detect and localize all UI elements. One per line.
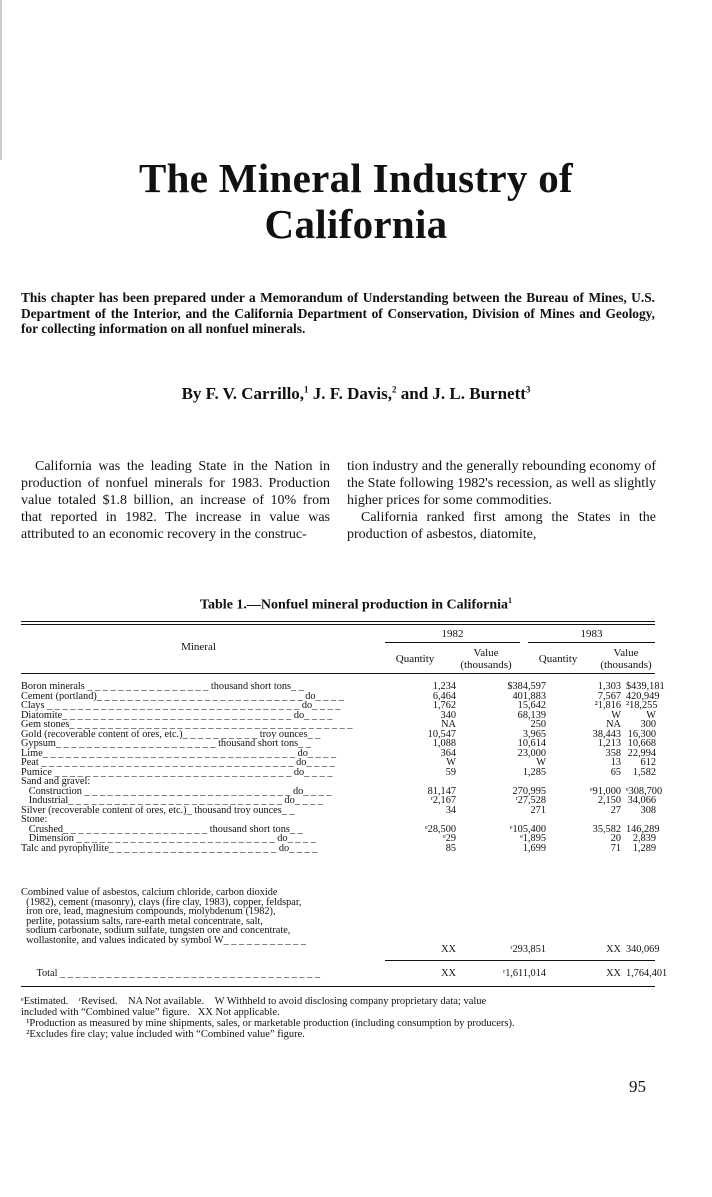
cell-value-1983: 34,066 [627, 795, 656, 806]
cell-value-1983: 22,994 [627, 747, 656, 759]
intro-paragraph: This chapter has been prepared under a Memorandum of Understanding between the Bureau of Mines, U.S. Department of the Interior, and the California Department of Conservation, Division of Mines and Geology, for collecting information on all nonfuel minerals. [21, 290, 655, 336]
cell-value-1983: 1,764,401 [626, 968, 668, 979]
cell-quantity-1983: XX [606, 944, 621, 955]
cell-quantity-1982: W [446, 757, 456, 768]
cell-quantity-1983: 35,582 [592, 823, 621, 835]
cell-value-1983: 2,839 [632, 833, 656, 844]
header-quantity-1983: Quantity [538, 653, 578, 665]
cell-mineral: Industrial_ _ _ _ _ _ _ _ _ _ _ _ _ _ _ _ _ _ _ _ _ _ _ _ _ _ _ _ do_ _ _ _ [21, 796, 324, 806]
header-mineral: Mineral [181, 641, 216, 653]
author-1: By F. V. Carrillo, [181, 384, 305, 403]
cell-mineral: Dimension _ _ _ _ _ _ _ _ _ _ _ _ _ _ _ _ _ _ _ _ _ _ _ _ _ _ do_ _ _ _ [21, 834, 316, 844]
header-value-label: Value [613, 647, 639, 659]
cell-quantity-1982: 34 [445, 804, 456, 816]
cell-mineral: Construction _ _ _ _ _ _ _ _ _ _ _ _ _ _ _ _ _ _ _ _ _ _ _ _ _ _ _ do_ _ _ _ [21, 786, 332, 796]
cell-value-1982: 10,614 [517, 738, 546, 749]
cell-value-1983: ²18,255 [626, 700, 658, 711]
cell-value-1983: 300 [640, 719, 656, 730]
table-caption-note: 1 [508, 596, 513, 605]
combined-line: (1982), cement (masonry), clays (fire clay, 1983), copper, feldspar, [21, 896, 302, 908]
cell-mineral: Peat _ _ _ _ _ _ _ _ _ _ _ _ _ _ _ _ _ _ _ _ _ _ _ _ _ _ _ _ _ _ _ _ _ do_ _ _ _ [21, 758, 335, 768]
cell-quantity-1982: 6,464 [432, 690, 456, 702]
cell-value-1982: ʳ27,528 [515, 795, 546, 806]
cell-value-1982: 271 [530, 804, 546, 816]
combined-line: wollastonite, and values indicated by symbol W_ _ _ _ _ _ _ _ _ _ _ [21, 934, 306, 946]
header-value-1983 [592, 647, 660, 671]
cell-quantity-1982: ᵉ28,500 [425, 823, 456, 835]
table-bottom-rule [21, 986, 655, 987]
cell-mineral: Silver (recoverable content of ores, etc.)_ thousand troy ounces_ _ [21, 805, 295, 815]
header-thousands-label: (thousands) [460, 659, 512, 671]
cell-quantity-1982: 1,088 [432, 738, 456, 749]
cell-quantity-1983: 1,303 [597, 681, 621, 692]
cell-quantity-1983: 1,213 [597, 738, 621, 749]
cell-quantity-1983: ᵉ91,000 [590, 785, 621, 797]
scan-edge-mark [0, 0, 2, 160]
cell-value-1982: ᵉ1,895 [520, 833, 546, 844]
cell-value-1983: W [646, 709, 656, 721]
cell-quantity-1982: XX [441, 968, 456, 979]
cell-quantity-1983: 71 [610, 842, 621, 854]
cell-quantity-1983: 27 [610, 804, 621, 816]
cell-value-1983: 10,668 [627, 738, 656, 749]
cell-value-1983: $439,181 [626, 681, 665, 692]
cell-value-1982: ʳ293,851 [510, 944, 546, 955]
cell-mineral: Gypsum_ _ _ _ _ _ _ _ _ _ _ _ _ _ _ _ _ _ _ _ _ thousand short tons_ _ [21, 739, 312, 749]
cell-value-1982: 250 [530, 719, 546, 730]
cell-mineral: Clays _ _ _ _ _ _ _ _ _ _ _ _ _ _ _ _ _ _ _ _ _ _ _ _ _ _ _ _ _ _ _ _ _ do_ _ _ _ [21, 701, 341, 711]
table-caption [0, 596, 712, 614]
body-paragraph: California ranked first among the States in the production of asbestos, diatomite, [347, 510, 656, 542]
header-quantity-1982: Quantity [395, 653, 435, 665]
cell-value-1982: ᵉ105,400 [509, 823, 546, 835]
combined-line: iron ore, lead, magnesium compounds, molybdenum (1982), [21, 906, 276, 917]
author-2: J. F. Davis, [308, 384, 392, 403]
cell-value-1983: 340,069 [626, 944, 660, 955]
cell-mineral: Stone: [21, 815, 48, 825]
cell-value-1983: 16,300 [627, 728, 656, 740]
cell-value-1983: 1,289 [632, 842, 656, 854]
cell-quantity-1982: 1,762 [432, 700, 456, 711]
cell-quantity-1983: 7,567 [597, 690, 621, 702]
cell-quantity-1982: 59 [445, 766, 456, 778]
header-1982: 1982 [441, 628, 464, 640]
combined-value-label [21, 888, 376, 945]
footnote: ²Excludes fire clay; value included with “Combined value” figure. [21, 1029, 305, 1040]
table-top-rule [21, 624, 655, 625]
cell-value-1982: 1,699 [522, 842, 546, 854]
cell-mineral: Cement (portland)_ _ _ _ _ _ _ _ _ _ _ _ _ _ _ _ _ _ _ _ _ _ _ _ _ _ _ do_ _ _ _ [21, 691, 344, 701]
cell-mineral: Total _ _ _ _ _ _ _ _ _ _ _ _ _ _ _ _ _ _ _ _ _ _ _ _ _ _ _ _ _ _ _ _ _ _ [21, 969, 321, 979]
cell-quantity-1982: ᵉ29 [443, 833, 456, 844]
cell-quantity-1982: 1,234 [432, 681, 456, 692]
author-1-note: 1 [304, 384, 309, 395]
cell-value-1982: 3,965 [522, 728, 546, 740]
body-column-right [347, 458, 656, 543]
cell-value-1982: 68,139 [517, 709, 546, 721]
author-2-note: 2 [392, 384, 397, 395]
cell-quantity-1983: 20 [610, 833, 621, 844]
cell-mineral: Boron minerals _ _ _ _ _ _ _ _ _ _ _ _ _ _ _ _ thousand short tons_ _ [21, 682, 304, 692]
cell-value-1983: 1,582 [632, 766, 656, 778]
header-1983-rule [528, 642, 655, 643]
combined-line: Combined value of asbestos, calcium chloride, carbon dioxide [21, 887, 278, 898]
page-number: 95 [629, 1077, 646, 1096]
cell-quantity-1982: 364 [440, 747, 456, 759]
cell-value-1982: $384,597 [507, 681, 546, 692]
cell-mineral: Lime_ _ _ _ _ _ _ _ _ _ _ _ _ _ _ _ _ _ _ _ _ _ _ _ _ _ _ _ _ _ _ _ _ do_ _ _ _ [21, 748, 337, 758]
cell-mineral: Pumice _ _ _ _ _ _ _ _ _ _ _ _ _ _ _ _ _ _ _ _ _ _ _ _ _ _ _ _ _ _ _ do_ _ _ _ [21, 767, 333, 777]
header-value-1982 [452, 647, 520, 671]
table-footnotes [21, 996, 661, 1040]
body-paragraph: California was the leading State in the Nation in production of nonfuel minerals for 1983. Production value totaled $1.8 billion, an increase of 10% from that reported in 1982. The increase in value was attributed to an economic recovery in the construc- [21, 459, 330, 542]
cell-value-1982: 23,000 [517, 747, 546, 759]
cell-value-1982: 15,642 [517, 700, 546, 711]
cell-value-1983: 308 [640, 804, 656, 816]
header-thousands-label: (thousands) [600, 659, 652, 671]
header-1983: 1983 [580, 628, 603, 640]
cell-quantity-1982: XX [441, 944, 456, 955]
cell-value-1982: W [536, 757, 546, 768]
footnote: included with “Combined value” figure. XX Not applicable. [21, 1007, 280, 1018]
cell-quantity-1983: W [611, 709, 621, 721]
cell-value-1983: 612 [640, 757, 656, 768]
header-1982-rule [385, 642, 520, 643]
cell-quantity-1982: 85 [445, 842, 456, 854]
cell-quantity-1983: XX [606, 968, 621, 979]
footnote: ¹Production as measured by mine shipments, sales, or marketable production (including consumption by producers). [21, 1018, 515, 1029]
author-3-note: 3 [525, 384, 531, 395]
combined-line: perlite, potassium salts, rare-earth metal concentrate, salt, [21, 915, 263, 927]
cell-mineral: Gold (recoverable content of ores, etc.)_ _ _ _ _ _ _ _ _ _ troy ounces_ _ [21, 729, 321, 739]
cell-quantity-1983: 13 [610, 757, 621, 768]
footnote: ᵉEstimated. ʳRevised. NA Not available. W Withheld to avoid disclosing company proprietary data; value [21, 996, 487, 1007]
cell-value-1982: 270,995 [512, 785, 546, 797]
header-value-label: Value [473, 647, 499, 659]
author-3: and J. L. Burnett [396, 384, 526, 403]
cell-quantity-1982: 10,547 [427, 728, 456, 740]
cell-value-1982: 401,883 [512, 690, 546, 702]
cell-quantity-1983: 358 [605, 747, 621, 759]
cell-quantity-1982: NA [441, 719, 456, 730]
cell-value-1983: 146,289 [626, 823, 660, 835]
cell-mineral: Gem stones_ _ _ _ _ _ _ _ _ _ _ _ _ _ _ _ _ _ _ _ _ _ _ _ _ _ _ _ _ _ _ _ _ _ _ _ _ [21, 720, 353, 730]
combined-line: sodium carbonate, sodium sulfate, tungsten ore and concentrate, [21, 925, 291, 936]
cell-value-1982: 1,285 [522, 766, 546, 778]
cell-quantity-1983: 2,150 [597, 795, 621, 806]
cell-value-1983: ᵉ308,700 [626, 785, 663, 797]
cell-quantity-1982: 81,147 [427, 785, 456, 797]
cell-quantity-1982: ʳ2,167 [430, 795, 456, 806]
cell-mineral: Talc and pyrophyllite_ _ _ _ _ _ _ _ _ _ _ _ _ _ _ _ _ _ _ _ _ _ do_ _ _ _ [21, 843, 318, 853]
cell-mineral: Sand and gravel: [21, 777, 91, 787]
cell-mineral: Crushed_ _ _ _ _ _ _ _ _ _ _ _ _ _ _ _ _ _ _ thousand short tons_ _ [21, 824, 303, 834]
cell-quantity-1983: 38,443 [592, 728, 621, 740]
page-title-line-1: The Mineral Industry of [139, 155, 573, 201]
cell-value-1983: 420,949 [626, 690, 660, 702]
body-column-left [21, 458, 330, 543]
cell-quantity-1982: 340 [440, 709, 456, 721]
total-rule [385, 960, 655, 961]
cell-mineral: Diatomite_ _ _ _ _ _ _ _ _ _ _ _ _ _ _ _ _ _ _ _ _ _ _ _ _ _ _ _ _ _ do_ _ _ _ [21, 710, 333, 720]
table-top-rule [21, 621, 655, 622]
page-title-line-2: California [264, 201, 448, 247]
byline [0, 384, 712, 404]
cell-quantity-1983: ²1,816 [594, 700, 621, 711]
body-paragraph: tion industry and the generally rebounding economy of the State following 1982's recession, as well as slightly higher prices for some commodities. [347, 459, 656, 508]
header-bottom-rule [21, 673, 655, 674]
cell-quantity-1983: NA [606, 719, 621, 730]
table-caption-text: Table 1.—Nonfuel mineral production in California [199, 597, 509, 613]
cell-quantity-1983: 65 [610, 766, 621, 778]
cell-value-1982: ʳ1,611,014 [502, 968, 546, 979]
